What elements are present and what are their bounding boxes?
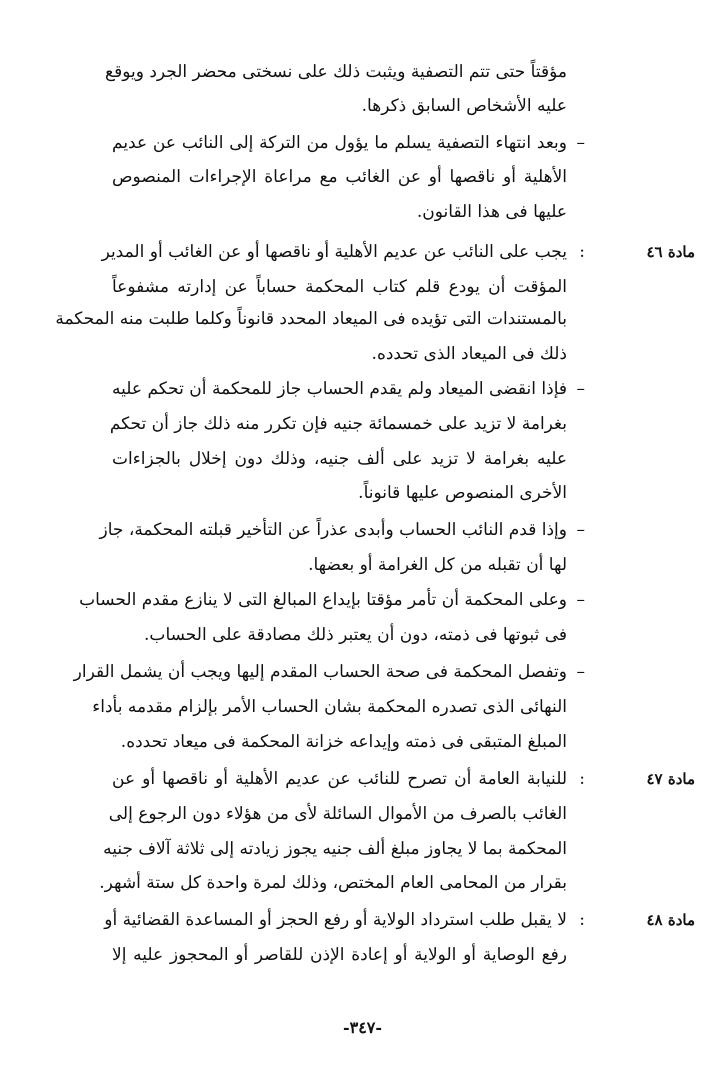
text-line: بغرامة لا تزيد على خمسمائة جنيه فإن تكرر منه ذلك جاز أن تحكم [109,414,567,434]
text-line: بالمستندات التى تؤيده فى الميعاد المحدد قانوناً وكلما طلبت منه المحكمة [55,309,567,329]
text-line: الأهلية أو ناقصها أو عن الغائب مع مراعاة الإجراءات المنصوص [112,167,567,187]
bullet-dash: – [576,662,585,682]
page-number: -٣٤٧- [342,1018,383,1037]
text-line: مؤقتاً حتى تتم التصفية ويثبت ذلك على نسختى محضر الجرد ويوقع [105,62,567,82]
text-line: وبعد انتهاء التصفية يسلم ما يؤول من التركة إلى النائب عن عديم [112,133,567,153]
bullet-dash: – [576,520,585,540]
bullet-dash: – [576,590,585,610]
text-line: عليه بغرامة لا تزيد على ألف جنيه، وذلك دون إخلال بالجزاءات [112,449,567,469]
text-line: فى ثبوتها فى ذمته، دون أن يعتبر ذلك مصادقة على الحساب. [144,625,567,645]
text-line: يجب على النائب عن عديم الأهلية أو ناقصها أو عن الغائب أو المدير [101,242,567,262]
text-line: لا يقبل طلب استرداد الولاية أو رفع الحجز أو المساعدة القضائية أو [104,910,567,930]
article-label: مادة ٤٦ [646,243,695,261]
text-line: المحكمة بما لا يجاوز مبلغ ألف جنيه يجوز زيادته إلى ثلاثة آلاف جنيه [103,839,567,859]
text-line: فإذا انقضى الميعاد ولم يقدم الحساب جاز للمحكمة أن تحكم عليه [112,379,567,399]
text-line: عليه الأشخاص السابق ذكرها. [361,96,567,116]
text-line: المؤقت أن يودع قلم كتاب المحكمة حساباً عن إدارته مشفوعاً [112,277,567,297]
article-colon: : [579,769,585,789]
text-line: وإذا قدم النائب الحساب وأبدى عذراً عن التأخير قبلته المحكمة، جاز [99,520,567,540]
text-line: وتفصل المحكمة فى صحة الحساب المقدم إليها ويجب أن يشمل القرار [73,662,567,682]
text-line: ذلك فى الميعاد الذى تحدده. [371,344,567,364]
text-line: رفع الوصاية أو الولاية أو إعادة الإذن للقاصر أو المحجوز عليه إلا [112,945,567,965]
bullet-dash: – [576,379,585,399]
text-line: عليها فى هذا القانون. [416,202,567,222]
text-line: وعلى المحكمة أن تأمر مؤقتا بإيداع المبالغ التى لا ينازع مقدم الحساب [79,590,567,610]
article-colon: : [579,910,585,930]
article-colon: : [579,242,585,262]
text-line: للنيابة العامة أن تصرح للنائب عن عديم الأهلية أو ناقصها أو عن [112,769,567,789]
text-line: الغائب بالصرف من الأموال السائلة لأى من هؤلاء دون الرجوع إلى [108,804,567,824]
text-line: الأخرى المنصوص عليها قانوناً. [358,483,567,503]
text-line: بقرار من المحامى العام المختص، وذلك لمرة واحدة كل ستة أشهر. [99,873,567,893]
bullet-dash: – [576,133,585,153]
article-label: مادة ٤٧ [646,770,695,788]
article-label: مادة ٤٨ [646,911,695,929]
text-line: النهائى الذى تصدره المحكمة بشان الحساب الأمر بإلزام مقدمه بأداء [92,697,567,717]
text-line: المبلغ المتبقى فى ذمته وإيداعه خزانة المحكمة فى ميعاد تحدده. [120,732,567,752]
text-line: لها أن تقبله من كل الغرامة أو بعضها. [308,555,567,575]
